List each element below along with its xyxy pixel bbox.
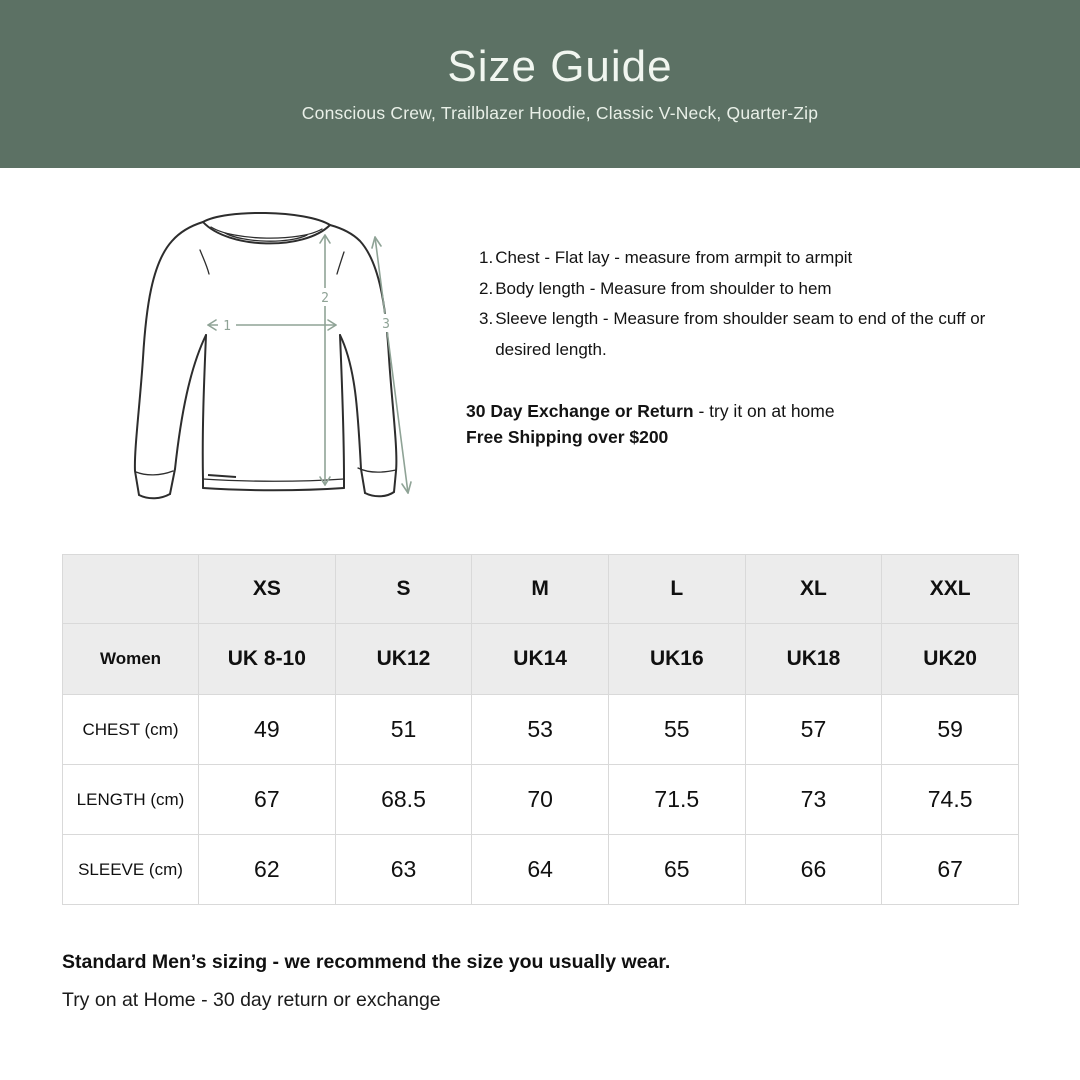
- instruction-number: 3.: [479, 309, 494, 328]
- uk-size-cell: UK12: [335, 624, 472, 695]
- instruction-text: Chest - Flat lay - measure from armpit to armpit: [495, 248, 853, 267]
- chest-value: 51: [335, 695, 472, 765]
- left-shoulder-crease: [200, 250, 209, 274]
- left-sleeve-outline: [135, 222, 203, 495]
- length-value: 68.5: [335, 765, 472, 835]
- sleeve-row: [63, 835, 1019, 905]
- measure-label-1: 1: [223, 319, 231, 334]
- shipping-note-bold: Free Shipping over $200: [466, 427, 669, 447]
- header-band: [0, 0, 1080, 168]
- sleeve-value: 63: [335, 835, 472, 905]
- instruction-number: 1.: [479, 248, 494, 267]
- length-value: 73: [745, 765, 882, 835]
- sleeve-value: 67: [882, 835, 1019, 905]
- exchange-note-rest: - try it on at home: [693, 401, 835, 421]
- chest-value: 49: [199, 695, 336, 765]
- size-col-header: M: [472, 555, 609, 624]
- length-row-label: LENGTH (cm): [63, 765, 199, 835]
- body-right-side: [340, 335, 344, 479]
- size-col-header: S: [335, 555, 472, 624]
- hem-bottom: [203, 488, 344, 490]
- hem-dash-line: [208, 475, 236, 477]
- sleeve-value: 62: [199, 835, 336, 905]
- size-col-header: XS: [199, 555, 336, 624]
- shipping-note: [466, 424, 835, 450]
- length-value: 74.5: [882, 765, 1019, 835]
- chest-row-label: CHEST (cm): [63, 695, 199, 765]
- uk-size-cell: UK20: [882, 624, 1019, 695]
- measure-label-3: 3: [382, 317, 390, 332]
- right-shoulder-crease: [337, 252, 344, 274]
- left-cuff-side: [170, 469, 175, 494]
- chest-row: [63, 695, 1019, 765]
- uk-size-cell: UK14: [472, 624, 609, 695]
- page-subtitle: Conscious Crew, Trailblazer Hoodie, Classic V-Neck, Quarter-Zip: [301, 103, 819, 123]
- uk-size-cell: UK 8-10: [199, 624, 336, 695]
- sleeve-row-label: SLEEVE (cm): [63, 835, 199, 905]
- instruction-item-1: [479, 243, 991, 274]
- left-sleeve-inner: [175, 335, 206, 469]
- length-value: 71.5: [608, 765, 745, 835]
- sleeve-value: 65: [608, 835, 745, 905]
- length-value: 67: [199, 765, 336, 835]
- size-table: [62, 554, 1019, 905]
- collar-front-neckline: [203, 222, 330, 243]
- measure-label-2: 2: [321, 291, 329, 306]
- mens-sizing-note: Standard Men’s sizing - we recommend the size you usually wear.: [62, 951, 671, 973]
- sleeve-value: 64: [472, 835, 609, 905]
- try-at-home-note: Try on at Home - 30 day return or exchange: [62, 989, 441, 1011]
- instruction-item-3: [479, 304, 991, 365]
- left-cuff-bottom: [139, 494, 170, 498]
- instruction-item-2: [479, 274, 991, 305]
- sleeve-arrow: [375, 237, 408, 493]
- uk-size-cell: UK18: [745, 624, 882, 695]
- instruction-text: Sleeve length - Measure from shoulder seam to end of the cuff or desired length.: [495, 309, 986, 359]
- page-title: Size Guide: [447, 42, 673, 91]
- body-left-side: [203, 335, 206, 479]
- left-cuff-top-line: [136, 471, 173, 475]
- length-value: 70: [472, 765, 609, 835]
- instruction-number: 2.: [479, 278, 494, 298]
- chest-value: 57: [745, 695, 882, 765]
- uk-size-row: [63, 624, 1019, 695]
- exchange-note: [466, 398, 835, 424]
- chest-value: 59: [882, 695, 1019, 765]
- length-row: [63, 765, 1019, 835]
- shirt-measurement-diagram: [130, 200, 450, 510]
- instruction-text: Body length - Measure from shoulder to hem: [495, 278, 832, 298]
- chest-value: 53: [472, 695, 609, 765]
- right-cuff-bottom: [365, 492, 394, 496]
- exchange-note-bold: 30 Day Exchange or Return: [466, 401, 694, 421]
- size-col-header: XL: [745, 555, 882, 624]
- policy-notes: [466, 398, 835, 450]
- size-header-row: [63, 555, 1019, 624]
- uk-row-label: Women: [63, 624, 199, 695]
- right-cuff-top-line: [358, 468, 396, 472]
- sleeve-value: 66: [745, 835, 882, 905]
- measure-instructions-list: [479, 243, 991, 365]
- collar-back-line: [203, 213, 330, 225]
- corner-cell: [63, 555, 199, 624]
- size-col-header: L: [608, 555, 745, 624]
- uk-size-cell: UK16: [608, 624, 745, 695]
- chest-value: 55: [608, 695, 745, 765]
- size-col-header: XXL: [882, 555, 1019, 624]
- right-cuff-side: [361, 469, 365, 493]
